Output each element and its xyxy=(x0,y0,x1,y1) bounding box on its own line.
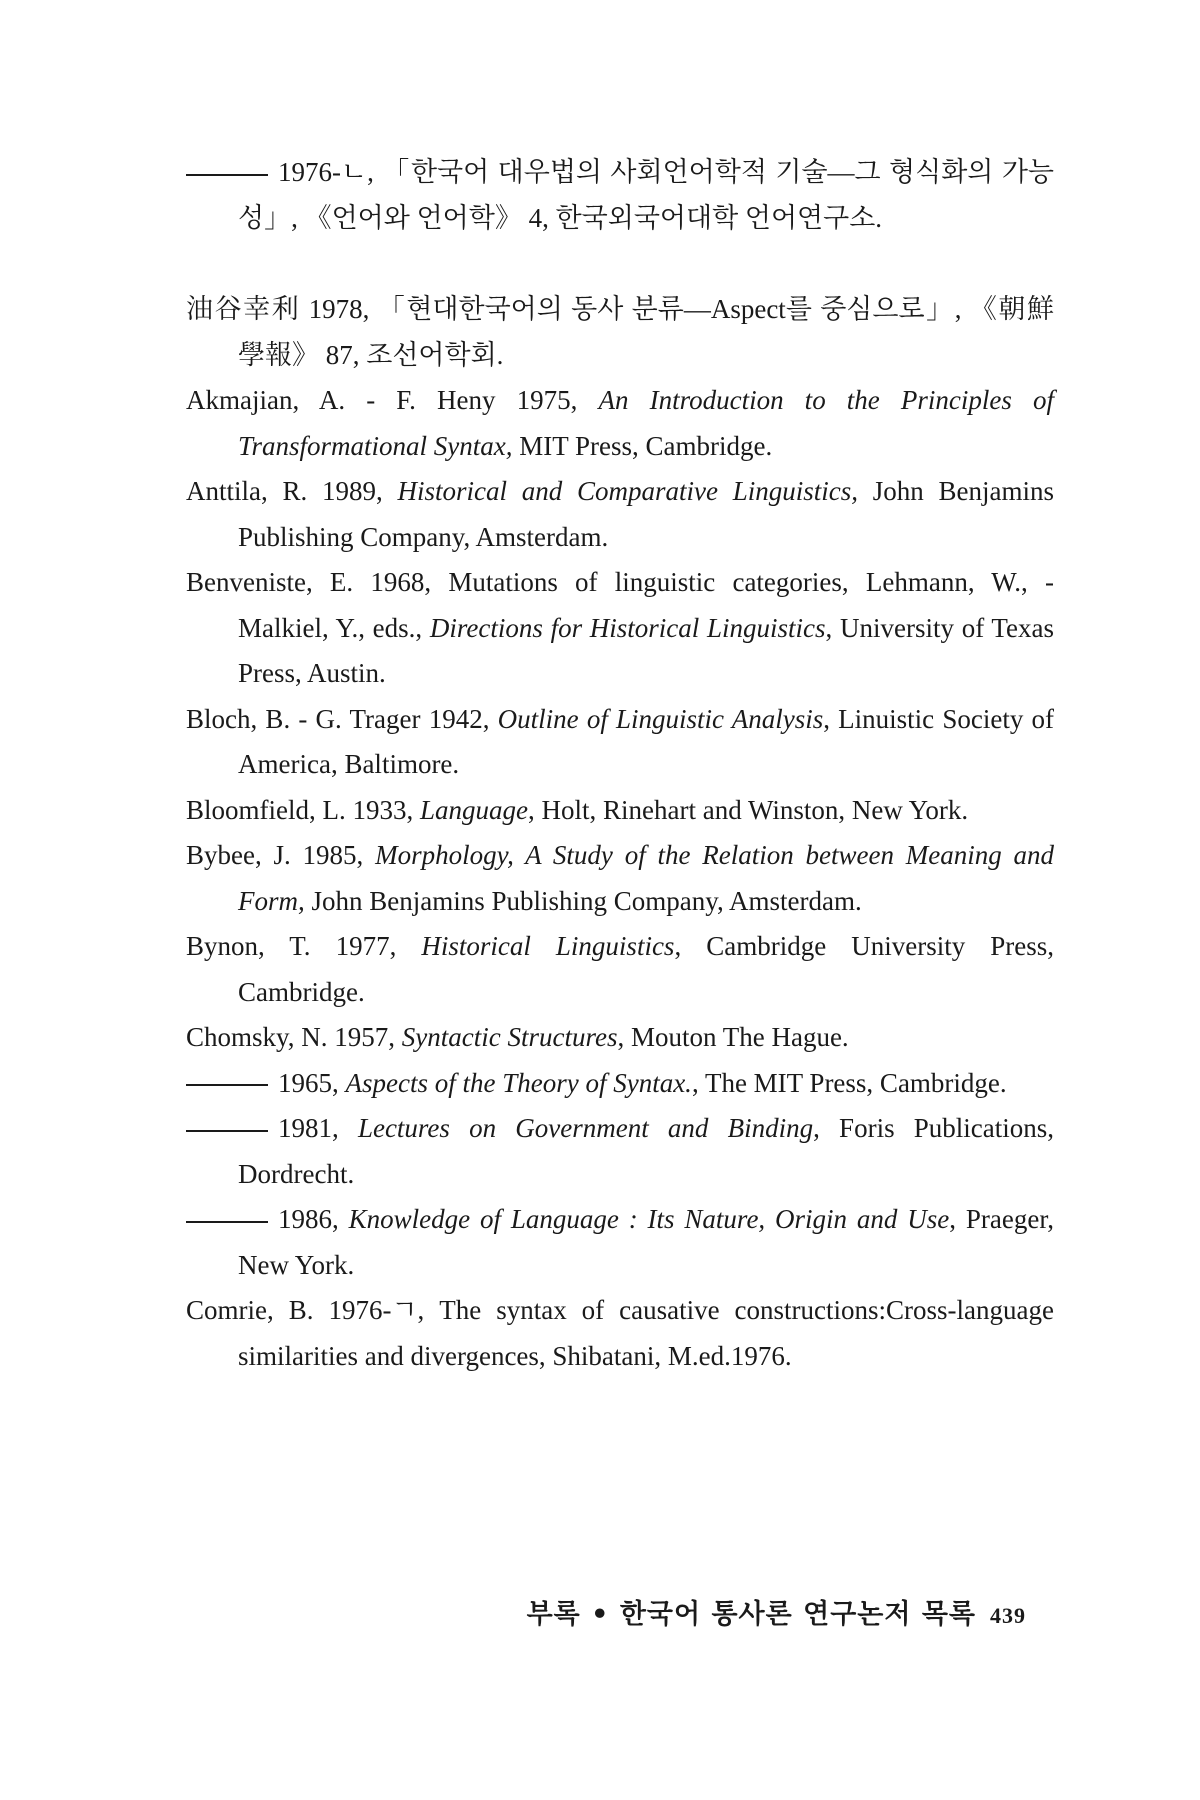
reference-entry xyxy=(186,287,1054,378)
reference-text: , Linuistic Society of America, Baltimore. xyxy=(238,703,1055,779)
reference-text: 1986, xyxy=(278,1204,349,1234)
reference-title: Outline of Linguistic Analysis xyxy=(497,703,824,734)
reference-text: Bybee, J. 1985, xyxy=(186,840,376,870)
reference-text: Comrie, B. 1976-ㄱ, The syntax of causative constructions:Cross-language similarities and divergences, Shibatani, M.ed.1976. xyxy=(186,1295,1054,1371)
repeat-author-dash xyxy=(186,1130,268,1132)
reference-text: Akmajian, A. - F. Heny 1975, xyxy=(186,385,599,415)
reference-entry xyxy=(186,378,1054,469)
reference-text: , Foris Publications, Dordrecht. xyxy=(238,1113,1055,1189)
reference-text: John Benjamins Publishing Company, Amsterdam. xyxy=(304,885,862,916)
reference-entry xyxy=(186,1106,1054,1197)
reference-list xyxy=(186,150,1054,1379)
reference-entry xyxy=(186,469,1054,560)
reference-title: Aspects of the Theory of Syntax. xyxy=(345,1067,692,1098)
reference-text: Benveniste, E. 1968, Mutations of linguistic categories, Lehmann, W., - Malkiel, Y., eds., xyxy=(186,567,1054,643)
reference-title: Historical and Comparative Linguistics, xyxy=(397,476,859,506)
repeat-author-dash xyxy=(186,1221,268,1223)
reference-text: , Holt, Rinehart and Winston, New York. xyxy=(527,794,969,825)
reference-text: 油谷幸利 1978, 「현대한국어의 동사 분류—Aspect를 중심으로」, 《朝鮮學報》 87, 조선어학회. xyxy=(186,294,1054,370)
reference-title: Directions for Historical Linguistics xyxy=(429,612,826,643)
page-footer xyxy=(527,1592,1026,1631)
page-number: 439 xyxy=(990,1603,1026,1628)
reference-text: , Praeger, New York. xyxy=(238,1204,1054,1280)
reference-entry xyxy=(186,150,1054,241)
reference-entry xyxy=(186,697,1054,788)
reference-entry xyxy=(186,924,1054,1015)
reference-title: Language xyxy=(419,794,528,825)
reference-text: John Benjamins Publishing Company, Amsterdam. xyxy=(238,476,1055,552)
reference-text: Anttila, R. 1989, xyxy=(186,476,398,506)
reference-text: Chomsky, N. 1957, xyxy=(186,1022,402,1052)
reference-text: , University of Texas Press, Austin. xyxy=(238,612,1054,688)
reference-entry xyxy=(186,788,1054,834)
repeat-author-dash xyxy=(186,174,268,176)
reference-entry xyxy=(186,560,1054,697)
reference-title: Morphology, A Study of the Relation between Meaning and Form, xyxy=(238,840,1055,916)
repeat-author-dash xyxy=(186,1084,268,1086)
reference-text: 1976-ㄴ, 「한국어 대우법의 사회언어학적 기술—그 형식화의 가능성」, 《언어와 언어학》 4, 한국외국어대학 언어연구소. xyxy=(238,157,1054,233)
reference-text: Bynon, T. 1977, xyxy=(186,931,422,961)
reference-text: , The MIT Press, Cambridge. xyxy=(691,1067,1007,1098)
reference-entry xyxy=(186,833,1054,924)
reference-text: 1965, xyxy=(278,1067,346,1098)
reference-title: Lectures on Government and Binding xyxy=(357,1113,814,1143)
reference-title: Knowledge of Language : Its Nature, Origin and Use xyxy=(348,1204,950,1234)
reference-title: An Introduction to the Principles of Transformational Syntax, xyxy=(238,385,1054,461)
reference-entry xyxy=(186,1061,1054,1107)
reference-entry xyxy=(186,1015,1054,1061)
reference-text: , Mouton The Hague. xyxy=(617,1022,849,1052)
reference-text: Bloch, B. - G. Trager 1942, xyxy=(186,703,498,734)
reference-title: Historical Linguistics xyxy=(421,931,675,961)
reference-text: MIT Press, Cambridge. xyxy=(512,430,773,461)
reference-text: , Cambridge University Press, Cambridge. xyxy=(238,931,1054,1007)
reference-text: Bloomfield, L. 1933, xyxy=(186,794,420,825)
reference-title: Syntactic Structures xyxy=(401,1022,618,1052)
reference-entry xyxy=(186,1197,1054,1288)
reference-entry xyxy=(186,1288,1054,1379)
reference-text: 1981, xyxy=(278,1113,358,1143)
running-title: 부록 • 한국어 통사론 연구논저 목록 xyxy=(526,1599,976,1630)
